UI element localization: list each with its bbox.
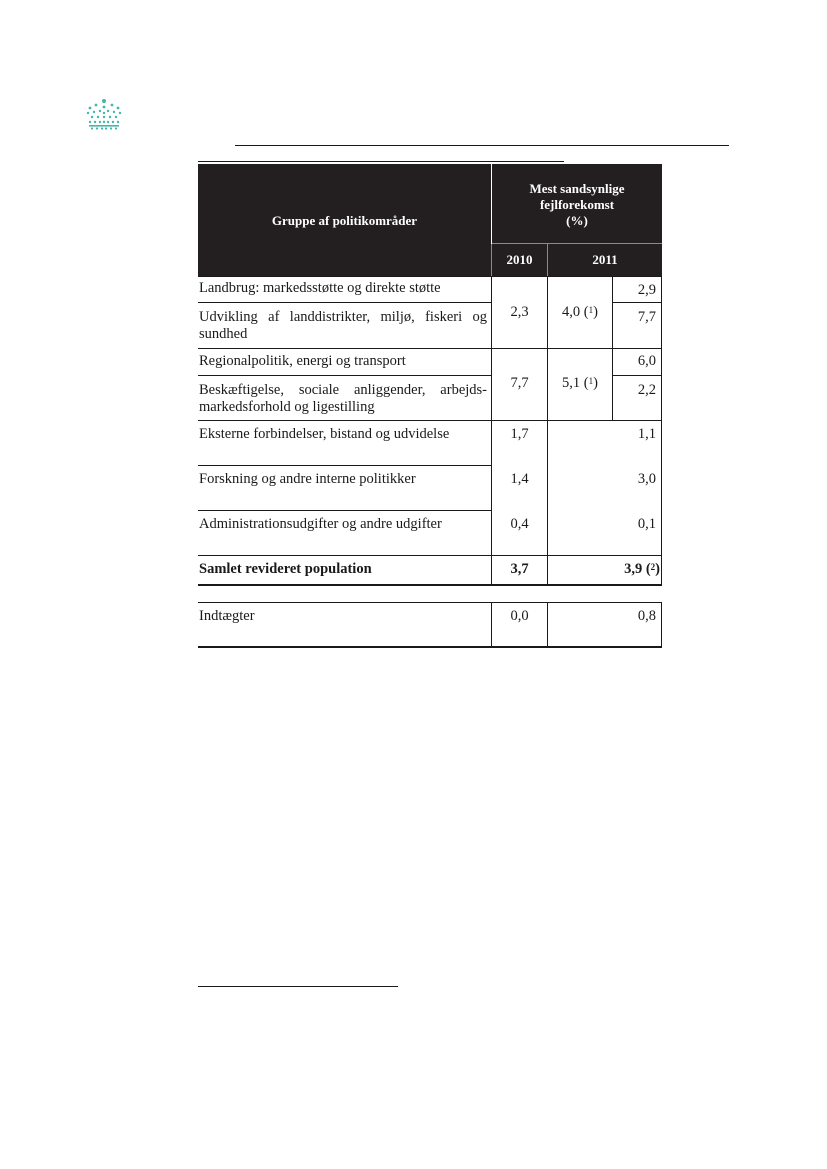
- total-2011-value: 3,9 ($^2$): [624, 561, 660, 577]
- row-2011-value: 2,2: [637, 382, 656, 398]
- row-2011-value: 0,1: [637, 516, 656, 532]
- row-2011-value: 2,9: [637, 282, 656, 298]
- row-2010-value: 1,7: [510, 426, 529, 442]
- row-label: Forskning og andre interne politikker: [199, 471, 416, 487]
- row-2011-value: 7,7: [637, 309, 656, 325]
- group1-2011-value: 4,0 ($^1$): [562, 304, 598, 320]
- header-rate-cell: [492, 164, 662, 243]
- group1-2010-value: 2,3: [510, 304, 529, 320]
- row-2011-value: 6,0: [637, 353, 656, 369]
- row-2010-value: 1,4: [510, 471, 529, 487]
- group2-2010-value: 7,7: [510, 375, 529, 391]
- col-rate-label-1: Mest sandsynlige: [529, 181, 625, 196]
- header-rule: [235, 145, 729, 146]
- row-2011-value: 1,1: [637, 426, 656, 442]
- col-rate-label-2: fejlforekomst: [539, 197, 615, 212]
- revenue-2010-value: 0,0: [510, 608, 529, 624]
- table-title-rule: [198, 161, 564, 162]
- row-label: Eksterne forbindelser, bistand og udvidelse: [199, 426, 450, 442]
- row-label: Beskæftigelse, sociale anliggender, arbejds-markedsforhold og ligestilling: [199, 382, 487, 415]
- row-2010-value: 0,4: [510, 516, 529, 532]
- group2-2011-value: 5,1 ($^1$): [562, 375, 598, 391]
- row-label: Landbrug: markedsstøtte og direkte støtte: [199, 280, 441, 296]
- row-label: Administrationsudgifter og andre udgifter: [199, 516, 442, 532]
- row-2011-value: 3,0: [637, 471, 656, 487]
- revenue-label: Indtægter: [199, 608, 255, 624]
- row-label: Udvikling af landdistrikter, miljø, fiskeri og sundhed: [199, 309, 487, 342]
- year-2010: 2010: [506, 252, 533, 267]
- row-label: Regionalpolitik, energi og transport: [199, 353, 406, 369]
- header-2011-cell: [548, 244, 662, 276]
- footnote-rule: [198, 986, 398, 987]
- header-2010-cell: [492, 244, 547, 276]
- header-group-cell: [198, 164, 491, 276]
- col-rate-label-3: (%): [566, 213, 588, 228]
- crown-logo-icon: [84, 98, 124, 130]
- total-label: Samlet revideret population: [199, 561, 372, 577]
- col-group-label: Gruppe af politikområder: [271, 212, 418, 228]
- error-rate-table: [198, 164, 662, 648]
- year-2011: 2011: [592, 252, 618, 267]
- total-2010-value: 3,7: [510, 561, 529, 577]
- revenue-2011-value: 0,8: [637, 608, 656, 624]
